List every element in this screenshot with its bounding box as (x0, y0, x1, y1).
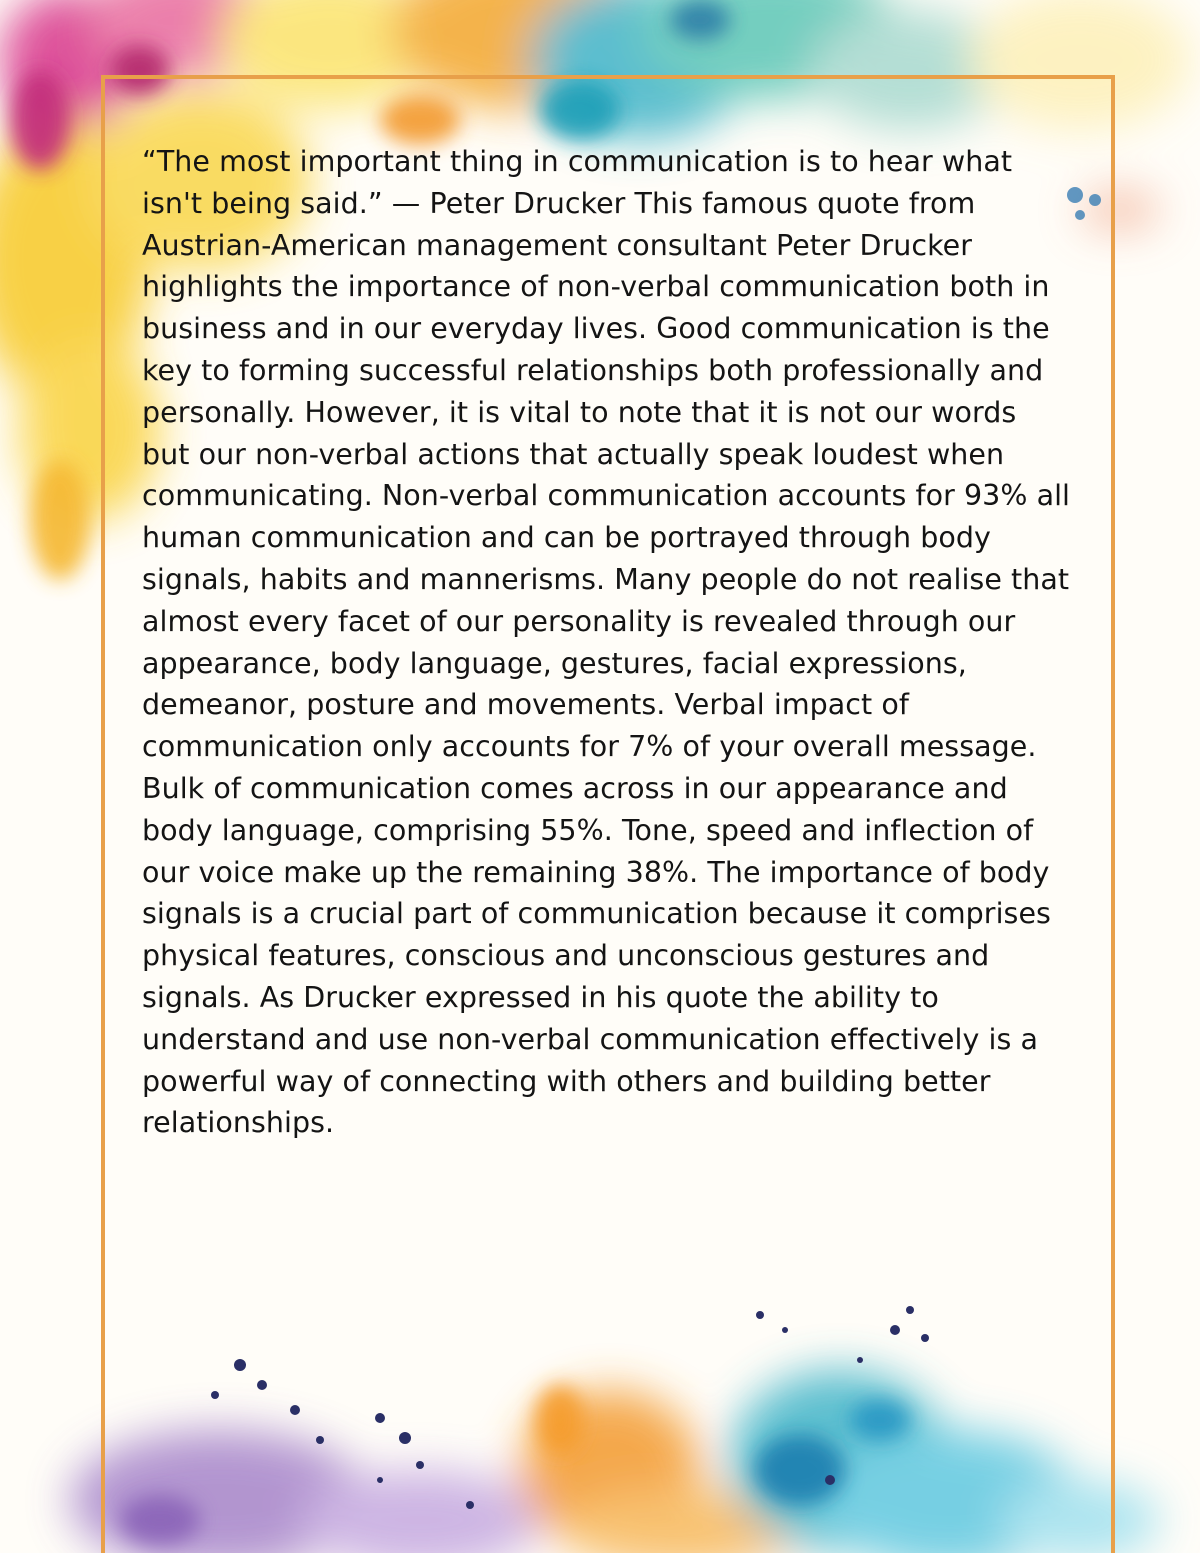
essay-body-text: “The most important thing in communication is to hear what isn't being said.” — Peter Drucker This famous quote from Austrian-American management consultant Peter Drucker highlights the importance of non-verbal communication both in business and in our everyday lives. Good communication is the key to forming successful relationships both professionally and personally. However, it is vital to note that it is not our words but our non-verbal actions that actually speak loudest when communicating. Non-verbal communication accounts for 93% all human communication and can be portrayed through body signals, habits and mannerisms. Many people do not realise that almost every facet of our personality is revealed through our appearance, body language, gestures, facial expressions, demeanor, posture and movements. Verbal impact of communication only accounts for 7% of your overall message. Bulk of communication comes across in our appearance and body language, comprising 55%. Tone, speed and inflection of our voice make up the remaining 38%. The importance of body signals is a crucial part of communication because it comprises physical features, conscious and unconscious gestures and signals. As Drucker expressed in his quote the ability to understand and use non-verbal communication effectively is a powerful way of connecting with others and building better relationships. (142, 145, 1071, 1140)
